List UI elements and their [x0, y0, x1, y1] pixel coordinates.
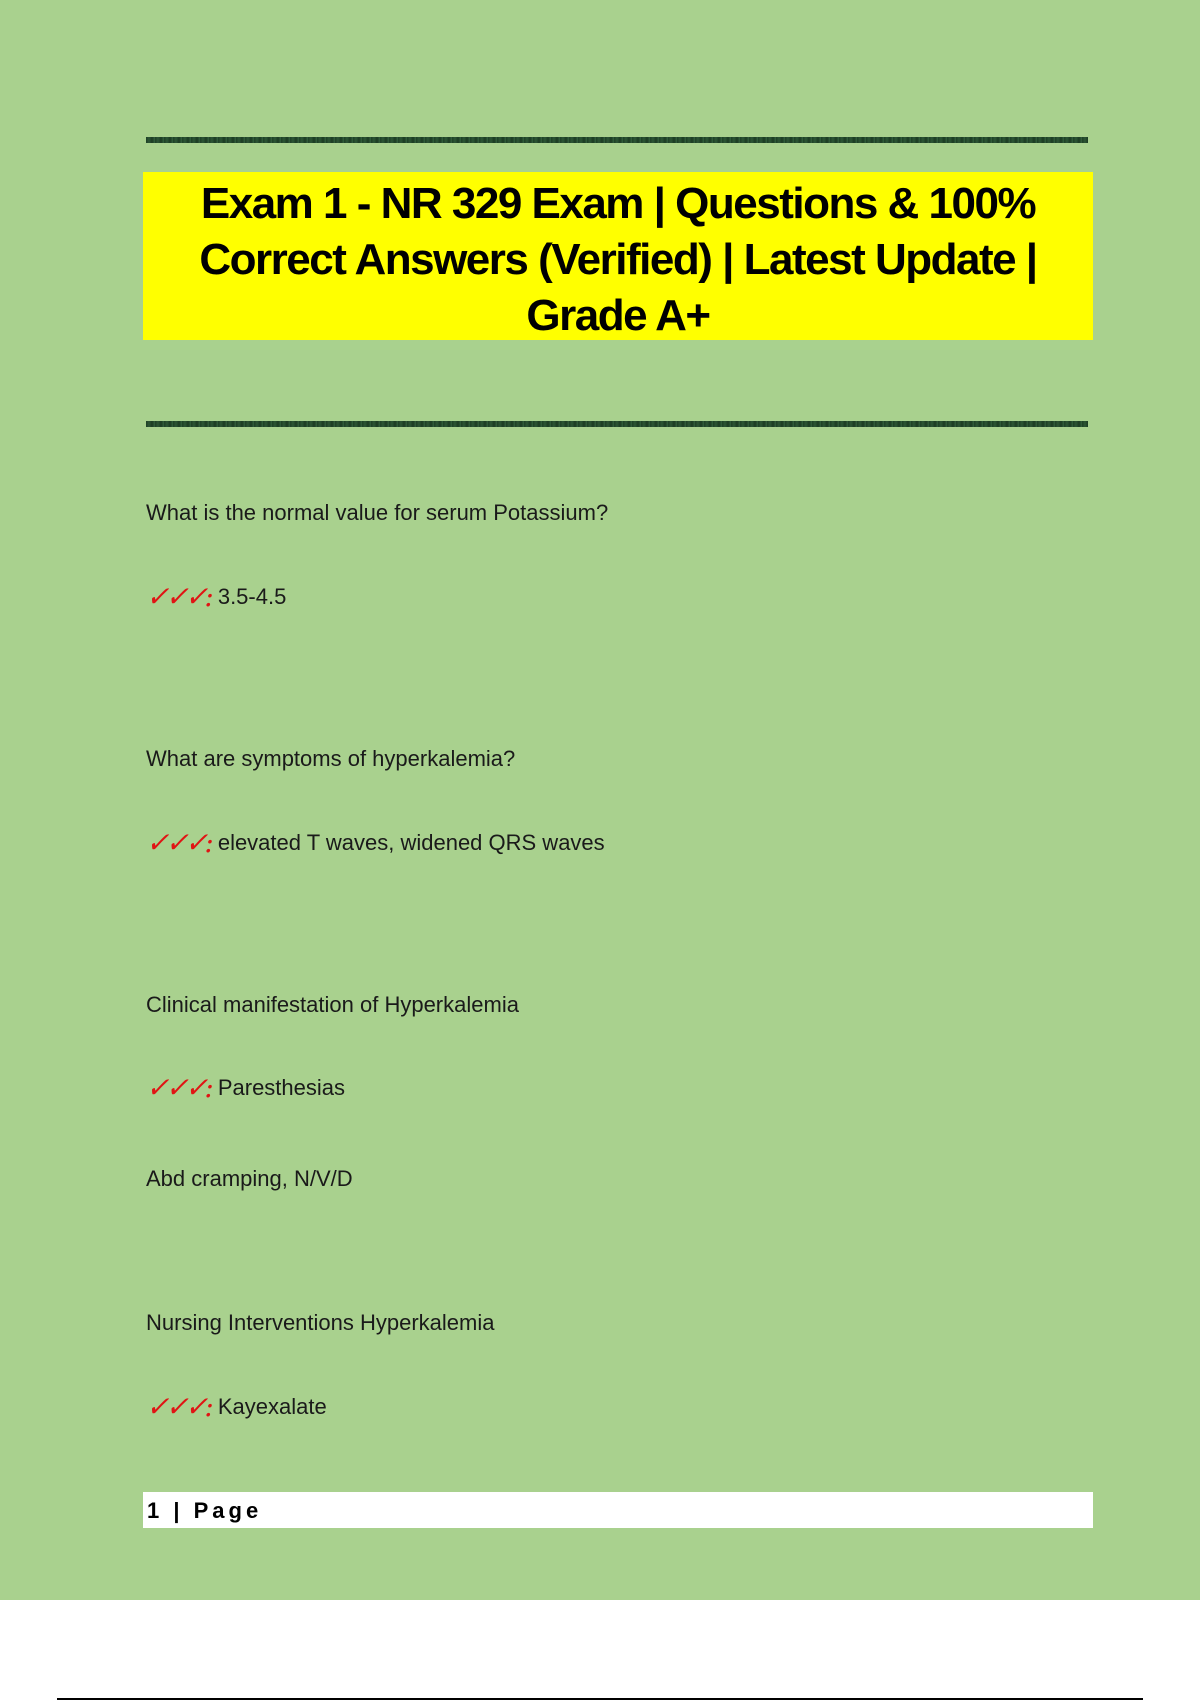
page-number: 1 | Page: [147, 1498, 263, 1523]
checkmark-icon: ✓✓✓:: [146, 580, 210, 613]
answer-text: Kayexalate: [217, 1394, 327, 1419]
checkmark-icon: ✓✓✓:: [146, 1390, 210, 1423]
answer-text: elevated T waves, widened QRS waves: [217, 830, 605, 855]
answer-text: Paresthesias: [217, 1075, 346, 1100]
question-text: What are symptoms of hyperkalemia?: [146, 746, 516, 771]
page-footer: [143, 1492, 1093, 1528]
checkmark-icon: ✓✓✓:: [146, 1071, 210, 1104]
answer-row: [146, 1392, 327, 1422]
answer-continuation: Abd cramping, N/V/D: [146, 1166, 353, 1191]
answer-row: [146, 1073, 345, 1103]
question-text: Clinical manifestation of Hyperkalemia: [146, 992, 519, 1017]
question-text: Nursing Interventions Hyperkalemia: [146, 1310, 495, 1335]
question-text: What is the normal value for serum Potassium?: [146, 500, 609, 525]
header-rule-bottom: [146, 421, 1088, 427]
answer-row: [146, 828, 605, 858]
answer-row: [146, 582, 286, 612]
answer-text: 3.5-4.5: [217, 584, 287, 609]
title-highlight: [143, 172, 1093, 340]
header-rule-top: [146, 137, 1088, 143]
document-title: Exam 1 - NR 329 Exam | Questions & 100% Correct Answers (Verified) | Latest Update | Grade A+: [199, 179, 1037, 340]
checkmark-icon: ✓✓✓:: [146, 826, 210, 859]
